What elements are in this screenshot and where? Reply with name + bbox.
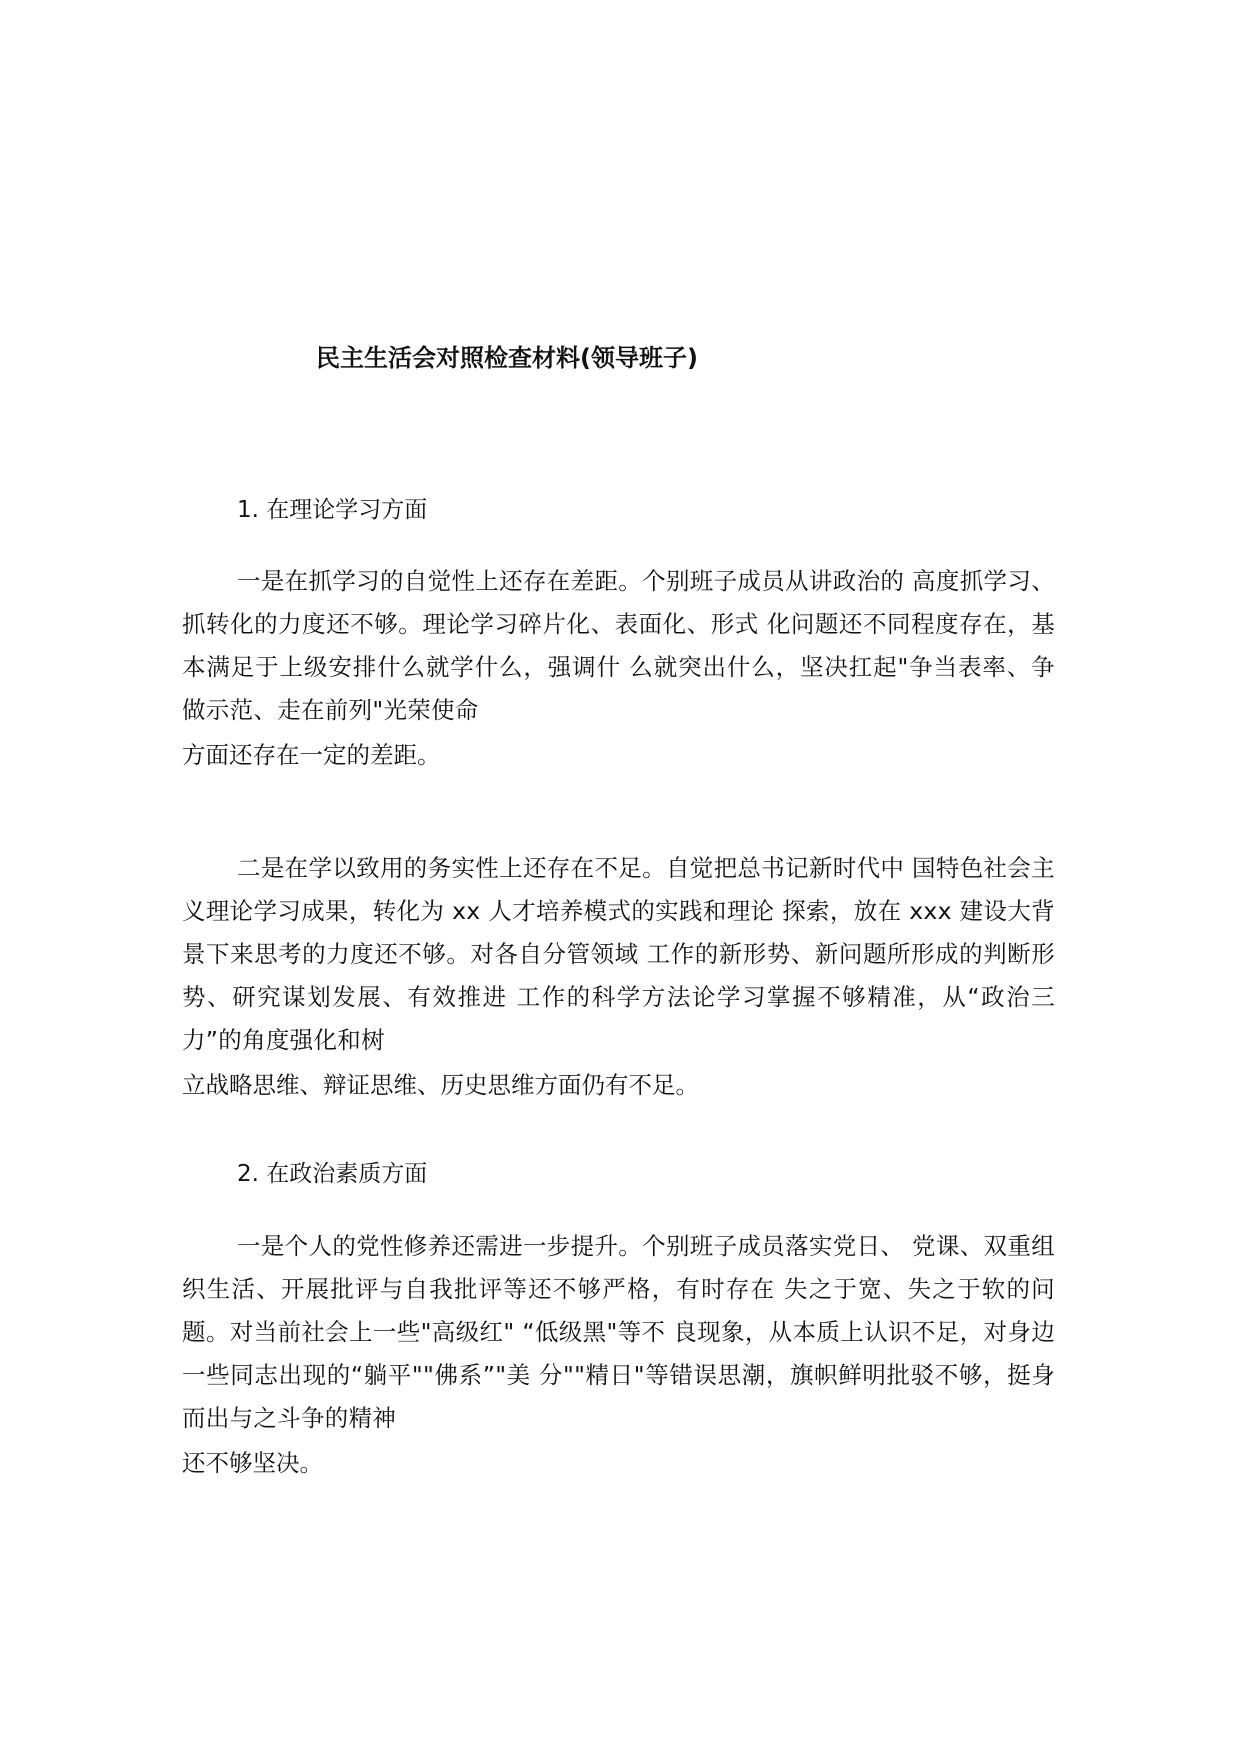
- section-heading-political-quality: 2. 在政治素质方面: [237, 1161, 428, 1187]
- paragraph-continuation: 方面还存在一定的差距。: [182, 741, 441, 769]
- paragraph-study-consciousness: 一是在抓学习的自觉性上还存在差距。个别班子成员从讲政治的 高度抓学习、抓转化的力度还不够。理论学习碎片化、表面化、形式 化问题还不同程度存在，基本满足于上级安排什么就学什么，强调什 么就突出什么，坚决扛起"争当表率、争做示范、走在前列"光荣使命: [182, 567, 1055, 724]
- paragraph-continuation: 立战略思维、辩证思维、历史思维方面仍有不足。: [182, 1071, 699, 1099]
- paragraph-party-spirit: 一是个人的党性修养还需进一步提升。个别班子成员落实党日、 党课、双重组织生活、开展批评与自我批评等还不够严格，有时存在 失之于宽、失之于软的问题。对当前社会上一些"高级红" “低级黑"等不 良现象，从本质上认识不足，对身边一些同志出现的“躺平""佛系”"美 分""精日"等错误思潮，旗帜鲜明批驳不够，挺身而出与之斗争的精神: [182, 1232, 1055, 1432]
- document-title: 民主生活会对照检查材料(领导班子): [316, 344, 698, 372]
- paragraph-continuation: 还不够坚决。: [182, 1449, 323, 1477]
- paragraph-practical-application: 二是在学以致用的务实性上还存在不足。自觉把总书记新时代中 国特色社会主义理论学习成果，转化为 xx 人才培养模式的实践和理论 探索，放在 xxx 建设大背景下来思考的力度还不够。对各自分管领域 工作的新形势、新问题所形成的判断形势、研究谋划发展、有效推进 工作的科学方法论学习掌握不够精准，从“政治三力”的角度强化和树: [182, 854, 1055, 1054]
- section-heading-theory-study: 1. 在理论学习方面: [237, 497, 428, 523]
